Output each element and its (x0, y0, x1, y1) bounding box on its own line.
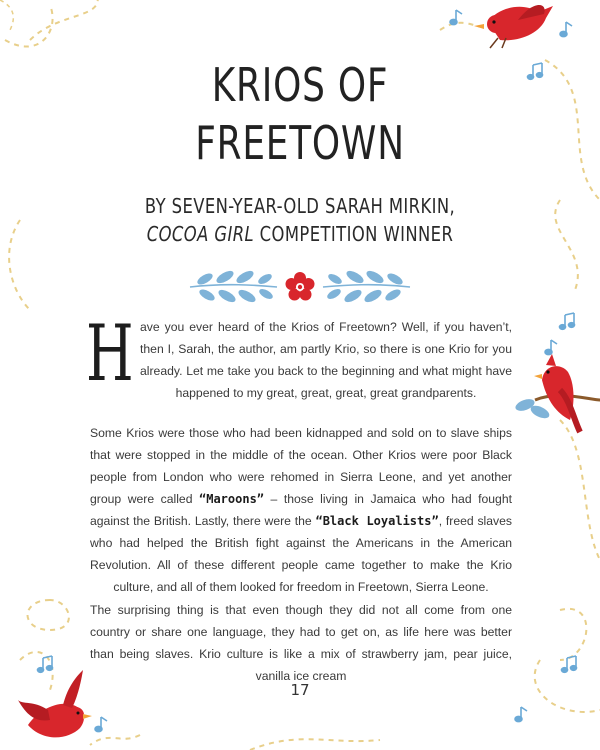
term-black-loyalists: “Black Loyalists” (315, 514, 439, 528)
article-title (66, 56, 534, 172)
leaf-branch-icon (323, 269, 410, 304)
page-number: 17 (290, 681, 310, 699)
paragraph-intro (86, 309, 512, 404)
byline-line-2 (54, 220, 546, 248)
paragraph-origins (90, 422, 512, 598)
title-line-1: KRIOS OF (211, 58, 389, 112)
cardinal-bird-icon (474, 5, 553, 48)
byline-line-1: BY SEVEN-YEAR-OLD SARAH MIRKIN, (144, 194, 456, 218)
paragraph-culture: The surprising thing is that even though they did not all come from one country or share one language, they had to get on, as life here was better than being slaves. Krio culture is like a mix of strawberry jam, pear juice, vanilla ice cream (90, 603, 512, 683)
paragraph-origins-part-3: , freed slaves who had helped the British fight against the Americans in the American Revolution. All of these different people came together to make the Krio culture, and all of them looked for freedom in Freetown, Sierra Leone. (90, 514, 513, 594)
term-maroons: “Maroons” (199, 492, 265, 506)
paragraph-origins-part-1: Some Krios were those who had been kidnapped and sold on to slave ships that were stopped in the middle of the ocean. Other Krios were poor Black people from London who were rehomed in Sierra Leone, and yet another group were called (90, 426, 512, 506)
red-flower-icon (286, 272, 315, 301)
leaf-flower-ornament (185, 265, 415, 309)
paragraph-origins-part-2: – those living in Jamaica who had fought against the British. Lastly, there were the (90, 492, 512, 528)
title-line-2: FREETOWN (195, 116, 405, 170)
leaf-branch-icon (190, 269, 277, 304)
magazine-name: COCOA GIRL (146, 222, 255, 246)
drop-cap: H (86, 309, 134, 399)
article-byline (54, 192, 546, 248)
byline-competition: COMPETITION WINNER (254, 222, 454, 246)
cardinal-bird-icon (514, 354, 600, 432)
paragraph-intro-text: ave you ever heard of the Krios of Freetown? Well, if you haven’t, then I, Sarah, the author, am partly Krio, so there is one Krio for you already. Let me take you back to the beginning and what might have happened to my great, great, great, great grandparents. (140, 320, 512, 400)
